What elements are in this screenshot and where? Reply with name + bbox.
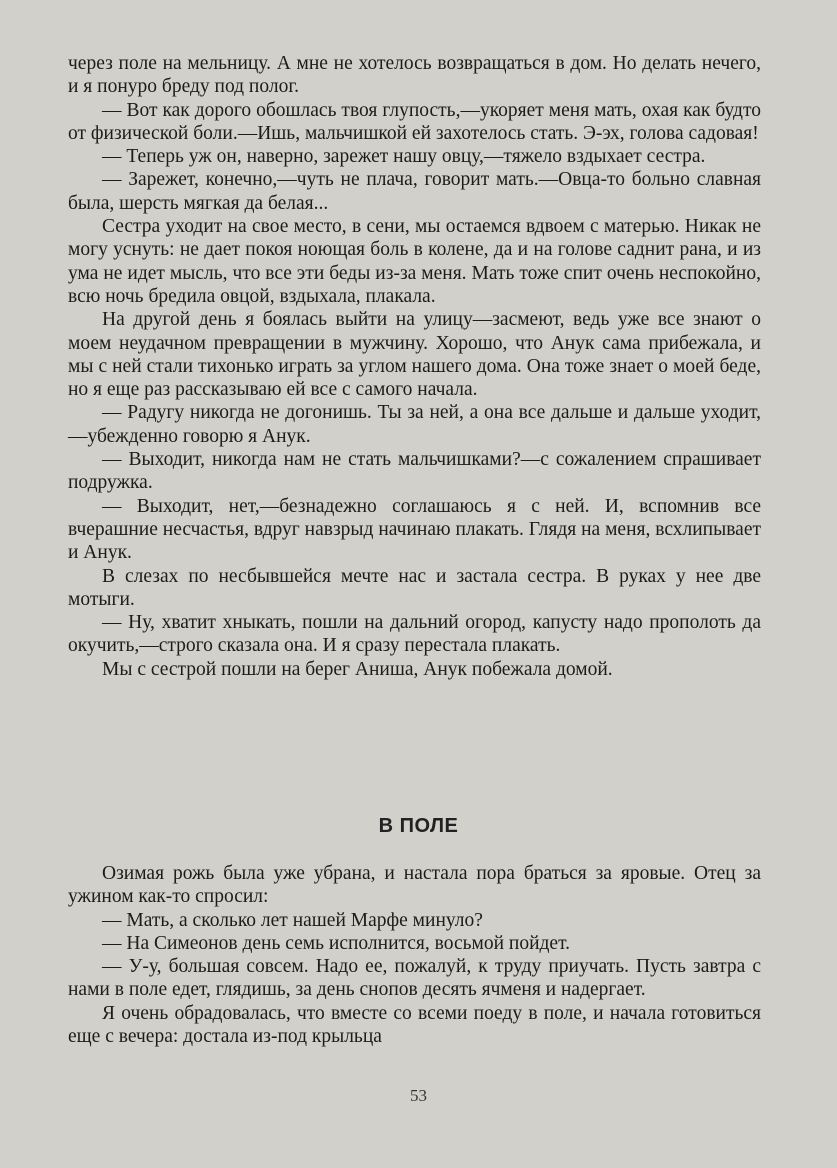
paragraph: Озимая рожь была уже убрана, и настала пора браться за яровые. Отец за ужином как-то спросил: xyxy=(68,863,761,908)
paragraph: Сестра уходит на свое место, в сени, мы остаемся вдвоем с матерью. Никак не могу уснуть: не дает покоя ноющая боль в колене, да и на голове саднит рана, и из ума не идет мысль, что все эти беды из-за меня. Мать тоже спит очень неспокойно, всю ночь бредила овцой, вздыхала, плакала. xyxy=(68,216,761,307)
paragraph: — Выходит, нет,—безнадежно соглашаюсь я с ней. И, вспомнив все вчерашние несчастья, вдруг навзрыд начинаю плакать. Глядя на меня, всхлипывает и Анук. xyxy=(68,495,761,564)
paragraph: На другой день я боялась выйти на улицу—засмеют, ведь уже все знают о моем неудачном превращении в мужчину. Хорошо, что Анук сама прибежала, и мы с ней стали тихонько играть за углом нашего дома. Она тоже знает о моей беде, но я еще раз рассказываю ей все с самого начала. xyxy=(68,309,761,401)
paragraph: — Вот как дорого обошлась твоя глупость,—укоряет меня мать, охая как будто от физической боли.—Ишь, мальчишкой ей захотелось стать. Э-эх, голова садовая! xyxy=(68,99,761,144)
page-number: 53 xyxy=(410,1086,427,1105)
paragraph: В слезах по несбывшейся мечте нас и застала сестра. В руках у нее две мотыги. xyxy=(68,565,761,610)
paragraph: Я очень обрадовалась, что вместе со всеми поеду в поле, и начала готовиться еще с вечера: достала из-под крыльца xyxy=(68,1002,761,1048)
paragraph: Мы с сестрой пошли на берег Аниша, Анук побежала домой. xyxy=(102,658,613,680)
chapter-heading: В ПОЛЕ xyxy=(378,815,459,837)
paragraph: — У-у, большая совсем. Надо ее, пожалуй, к труду приучать. Пусть завтра с нами в поле едет, глядишь, за день снопов десять ячменя и надергает. xyxy=(68,956,761,1001)
body-text-section-2 xyxy=(68,862,761,1048)
paragraph: — Ну, хватит хныкать, пошли на дальний огород, капусту надо прополоть да окучить,—строго сказала она. И я сразу перестала плакать. xyxy=(68,612,761,657)
paragraph: через поле на мельницу. А мне не хотелось возвращаться в дом. Но делать нечего, и я понуро бреду под полог. xyxy=(68,53,761,98)
paragraph: — Мать, а сколько лет нашей Марфе минуло? xyxy=(102,909,483,931)
paragraph: — Радугу никогда не догонишь. Ты за ней, а она все дальше и дальше уходит,—убежденно говорю я Анук. xyxy=(68,402,761,447)
paragraph: — На Симеонов день семь исполнится, восьмой пойдет. xyxy=(102,932,571,954)
body-text-section-1 xyxy=(68,52,761,681)
paragraph: — Зарежет, конечно,—чуть не плача, говорит мать.—Овца-то больно славная была, шерсть мягкая да белая... xyxy=(68,169,761,214)
paragraph: — Выходит, никогда нам не стать мальчишками?—с сожалением спрашивает подружка. xyxy=(68,449,761,494)
paragraph: — Теперь уж он, наверно, зарежет нашу овцу,—тяжело вздыхает сестра. xyxy=(102,146,706,168)
